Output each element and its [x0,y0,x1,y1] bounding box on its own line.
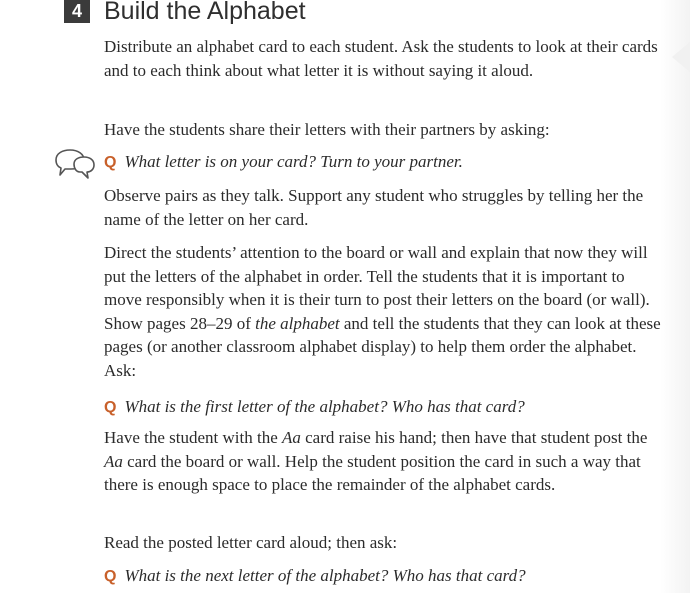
question-label: Q [104,154,117,171]
question-label: Q [104,399,117,416]
question-text: What is the next letter of the alphabet? Who has that card? [124,566,526,585]
question-text: What letter is on your card? Turn to your partner. [124,152,463,171]
paragraph-text: and tell the students that they can look at these pages (or another classroom alphabet display) to help them order the alphabet. Ask: [104,313,661,380]
paragraph-text: Have the student with the [104,428,282,447]
paragraph-text: card the board or wall. Help the student position the card in such a way that there is enough space to place the remainder of the alphabet cards. [104,451,641,494]
question-line [104,150,664,175]
speech-bubbles-icon [52,148,96,184]
step-number-badge: 4 [64,0,90,23]
paragraph-observe-pairs: Observe pairs as they talk. Support any student who struggles by telling her the name of the letter on her card. [104,186,644,229]
paragraph-share-letters: Have the students share their letters with their partners by asking: [104,120,550,139]
letter-name: Aa [282,428,301,447]
letter-name: Aa [104,451,123,471]
page-edge-shadow [660,0,690,593]
question-line [104,395,664,420]
question-text: What is the first letter of the alphabet? Who has that card? [124,397,525,416]
section-title: Build the Alphabet [104,0,306,25]
paragraph-aa-card [104,426,664,497]
paragraph-read-card: Read the posted letter card aloud; then ask: [104,533,398,552]
book-title: the alphabet [255,313,340,333]
paragraph-distribute-cards: Distribute an alphabet card to each student. Ask the students to look at their cards and to each think about what letter it is without saying it aloud. [104,37,658,80]
paragraph-direct-attention [104,241,664,382]
paragraph-text: card raise his hand; then have that student post the [300,428,648,447]
question-line [104,564,664,589]
paragraph-text: Direct the students’ attention to the board or wall and explain that now they will put the letters of the alphabet in order. Tell the students that it is important to move responsibly when it is their turn to post their letters on the board (or wall). Show pages 28–29 of [104,243,650,333]
question-label: Q [104,568,117,585]
page-edge-tab [672,42,690,72]
